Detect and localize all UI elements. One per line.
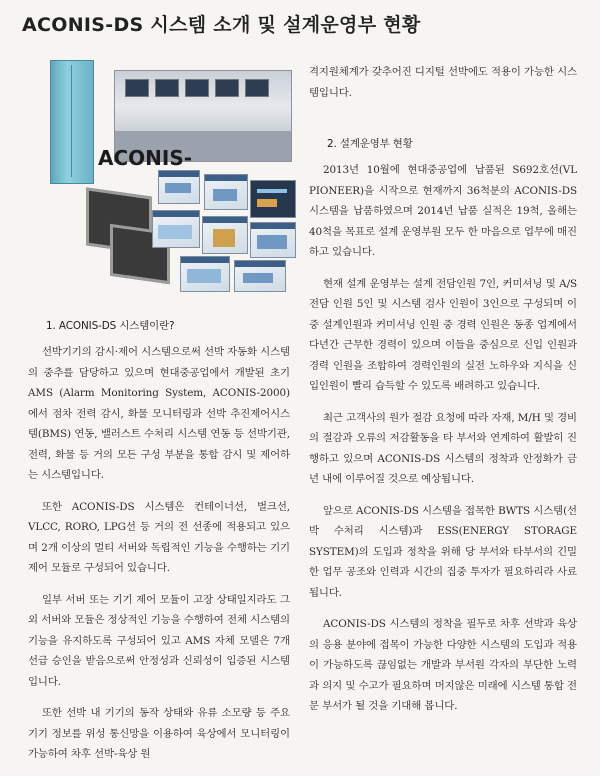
section-heading: 2. 설계운영부 현황 <box>327 138 413 150</box>
body-paragraph: 앞으로 ACONIS-DS 시스템을 접목한 BWTS 시스템(선박 수처리 시스템)과 ESS(ENERGY STORAGE SYSTEM)의 도입과 정착을 위해 당 부서와 타부서의 긴밀한 업무 공조와 인력과 시간의 집중 투자가 필요하리라 사료됩니다. <box>309 504 577 599</box>
body-paragraph: 현재 설계 운영부는 설계 전담인원 7인, 커미셔닝 및 A/S 전담 인원 5인 및 시스템 검사 인원이 3인으로 구성되며 이중 설계인원과 커미셔닝 인원 중 경력 인원은 동종 업계에서 다년간 근무한 경력이 있으며 이들을 중심으로 신입 인원과 경력 인원을 조합하여 경력인원의 실전 노하우와 지식을 신입인원이 빨리 습득할 수 있도록 배려하고 있습니다. <box>309 277 577 392</box>
body-paragraph: 또한 선박 내 기기의 동작 상태와 유류 소모량 등 주요 기기 정보를 위성 통신망을 이용하여 육상에서 모니터링이 가능하여 차후 선박-육상 원 <box>28 707 290 760</box>
control-cabinet-image <box>50 60 94 184</box>
body-paragraph: 2013년 10월에 현대중공업에 납품된 S692호선(VL PIONEER)을 시작으로 현재까지 36척분의 ACONIS-DS 시스템을 납품하였으며 2014년 납품 실적은 19척, 올해는 40척을 목표로 설계 운영부원 모두 한 마음으로 업무에 매진하고 있습니다. <box>309 164 577 258</box>
software-screens-image <box>150 170 300 292</box>
figure-brand-text: ACONIS- <box>98 146 193 170</box>
section-heading: 1. ACONIS-DS 시스템이란? <box>46 320 175 332</box>
body-paragraph: 일부 서버 또는 기기 제어 모듈이 고장 상태일지라도 그 외 서버와 모듈은 정상적인 기능을 수행하여 전체 시스템의 기능을 유지하도록 구성되어 있고 AMS 자체 모델은 7개 선급 승인을 받음으로써 안정성과 신뢰성이 입증된 시스템입니다. <box>28 593 290 688</box>
continued-paragraph: 격지원체계가 갖추어진 디지털 선박에도 적용이 가능한 시스템입니다. <box>309 66 577 99</box>
left-column <box>28 316 290 776</box>
aconis-system-photo <box>14 42 298 316</box>
body-paragraph: 선박기기의 감시·제어 시스템으로써 선박 자동화 시스템의 중추를 담당하고 있으며 현대중공업에서 개발된 초기 AMS (Alarm Monitoring System, ACONIS-2000) 에서 점차 전력 감시, 화물 모니터링과 선박 추진제어시스템(BMS) 연동, 밸러스트 수처리 시스템 연동 등 선박기관, 전력, 화물 등 거의 모든 구성 부분을 통합 감시 및 제어하는 시스템입니다. <box>28 346 290 481</box>
body-paragraph: 또한 ACONIS-DS 시스템은 컨테이너선, 벌크선, VLCC, RORO, LPG선 등 거의 전 선종에 적용되고 있으며 2개 이상의 멀티 서버와 독립적인 기능을 수행하는 기기 제어 모듈로 구성되어 있습니다. <box>28 500 290 574</box>
body-paragraph: ACONIS-DS 시스템의 정착을 필두로 차후 선박과 육상의 응용 분야에 접목이 가능한 다양한 시스템의 도입과 적용이 가능하도록 끊임없는 개발과 부서원 각자의 부단한 노력과 의지 및 수고가 필요하며 머지않은 미래에 시스템 통합 전문 부서가 될 것을 기대해 봅니다. <box>309 618 577 712</box>
right-column <box>309 62 577 728</box>
page-title: ACONIS-DS 시스템 소개 및 설계운영부 현황 <box>22 14 421 36</box>
body-paragraph: 최근 고객사의 원가 절감 요청에 따라 자재, M/H 및 경비의 절감과 오류의 저감활동을 타 부서와 연계하여 활발히 진행하고 있으며 ACONIS-DS 시스템의 정착과 안정화가 금년 내에 이루어질 것으로 예상됩니다. <box>309 411 577 485</box>
